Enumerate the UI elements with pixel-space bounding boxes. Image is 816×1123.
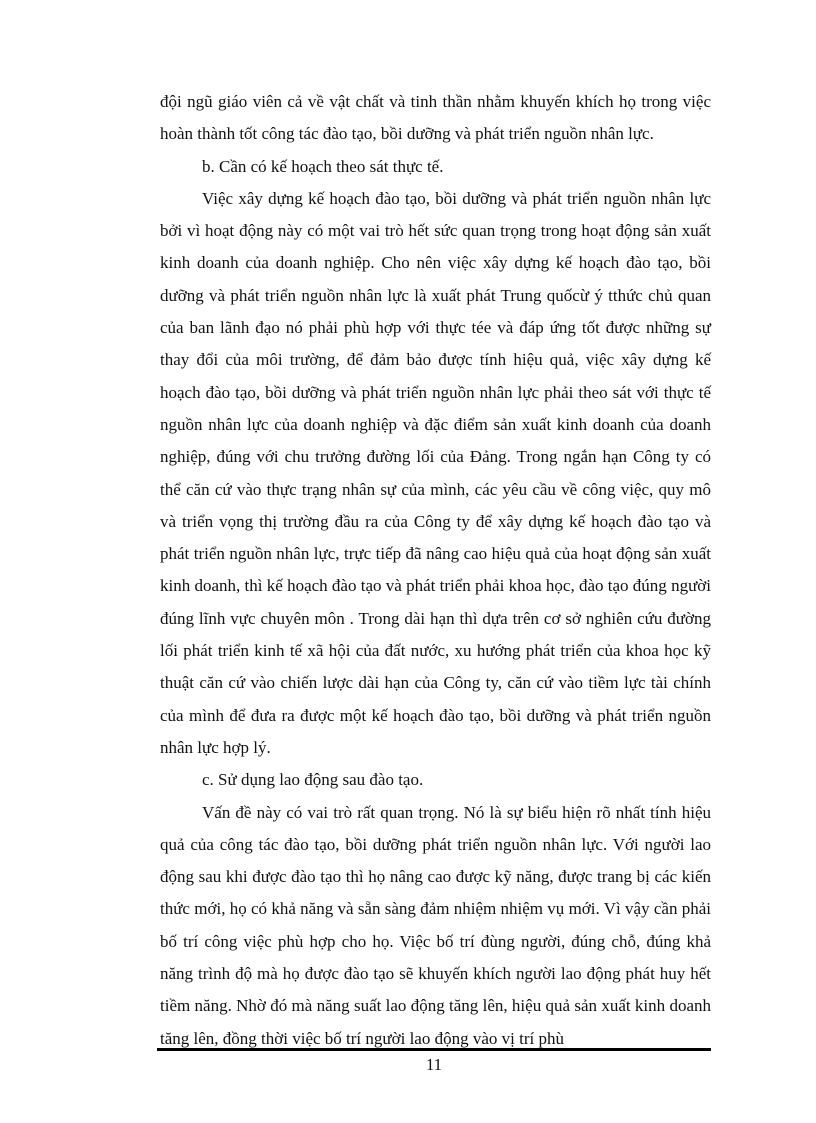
subheading-b: b. Cần có kế hoạch theo sát thực tế. bbox=[202, 156, 444, 176]
subheading-c: c. Sử dụng lao động sau đào tạo. bbox=[202, 770, 424, 790]
paragraph-continuation: đội ngũ giáo viên cả về vật chất và tinh thần nhằm khuyến khích họ trong việc hoàn thành tốt công tác đào tạo, bồi dưỡng và phát triển nguồn nhân lực. bbox=[160, 92, 711, 144]
paragraph-planning: Việc xây dựng kế hoạch đào tạo, bồi dưỡng và phát triển nguồn nhân lực bởi vì hoạt động này có một vai trò hết sức quan trọng trong hoạt động sản xuất kinh doanh của doanh nghiệp. Cho nên việc xây dựng kế hoạch đào tạo, bồi dưỡng và phát triển nguồn nhân lực là xuất phát Trung quốcừ ý tthức chủ quan của ban lãnh đạo nó phải phù hợp với thực tée và đáp ứng tốt được những sự thay đổi của môi trường, để đảm bảo được tính hiệu quả, việc xây dựng kế hoạch đào tạo, bồi dưỡng và phát triển nguồn nhân lực phải theo sát với thực tế nguồn nhân lực của doanh nghiệp và đặc điểm sản xuất kinh doanh của doanh nghiệp, đúng với chu trưởng đường lối của Đảng. Trong ngắn hạn Công ty có thể căn cứ vào thực trạng nhân sự của mình, các yêu cầu về công việc, quy mô và triển vọng thị trường đầu ra của Công ty để xây dựng kế hoạch đào tạo và phát triển nguồn nhân lực, trực tiếp đã nâng cao hiệu quả của hoạt động sản xuất kinh doanh, thì kế hoạch đào tạo và phát triển phải khoa học, đào tạo đúng người đúng lĩnh vực chuyên môn . Trong dài hạn thì dựa trên cơ sở nghiên cứu đường lối phát triển kinh tế xã hội của đất nước, xu hướng phát triển của khoa học kỹ thuật căn cứ vào chiến lược dài hạn của Công ty, căn cứ vào tiềm lực tài chính của mình để đưa ra được một kế hoạch đào tạo, bồi dưỡng và phát triển nguồn nhân lực hợp lý. bbox=[160, 188, 711, 757]
paragraph-post-training: Vấn đề này có vai trò rất quan trọng. Nó là sự biểu hiện rõ nhất tính hiệu quả của công tác đào tạo, bồi dưỡng phát triển nguồn nhân lực. Với người lao động sau khi được đào tạo thì họ nâng cao được kỹ năng, được trang bị các kiến thức mới, họ có khả năng và sẵn sàng đảm nhiệm nhiệm vụ mới. Vì vậy cần phải bố trí công việc phù hợp cho họ. Việc bố trí đùng người, đúng chỗ, đúng khả năng trình độ mà họ được đào tạo sẽ khuyến khích người lao động phát huy hết tiềm năng. Nhờ đó mà năng suất lao động tăng lên, hiệu quả sản xuất kinh doanh tăng lên, đồng thời việc bố trí người lao động vào vị trí phù bbox=[160, 802, 711, 1048]
body-text bbox=[160, 86, 711, 1055]
page-number: 11 bbox=[425, 1055, 443, 1074]
footer-divider bbox=[157, 1048, 711, 1051]
